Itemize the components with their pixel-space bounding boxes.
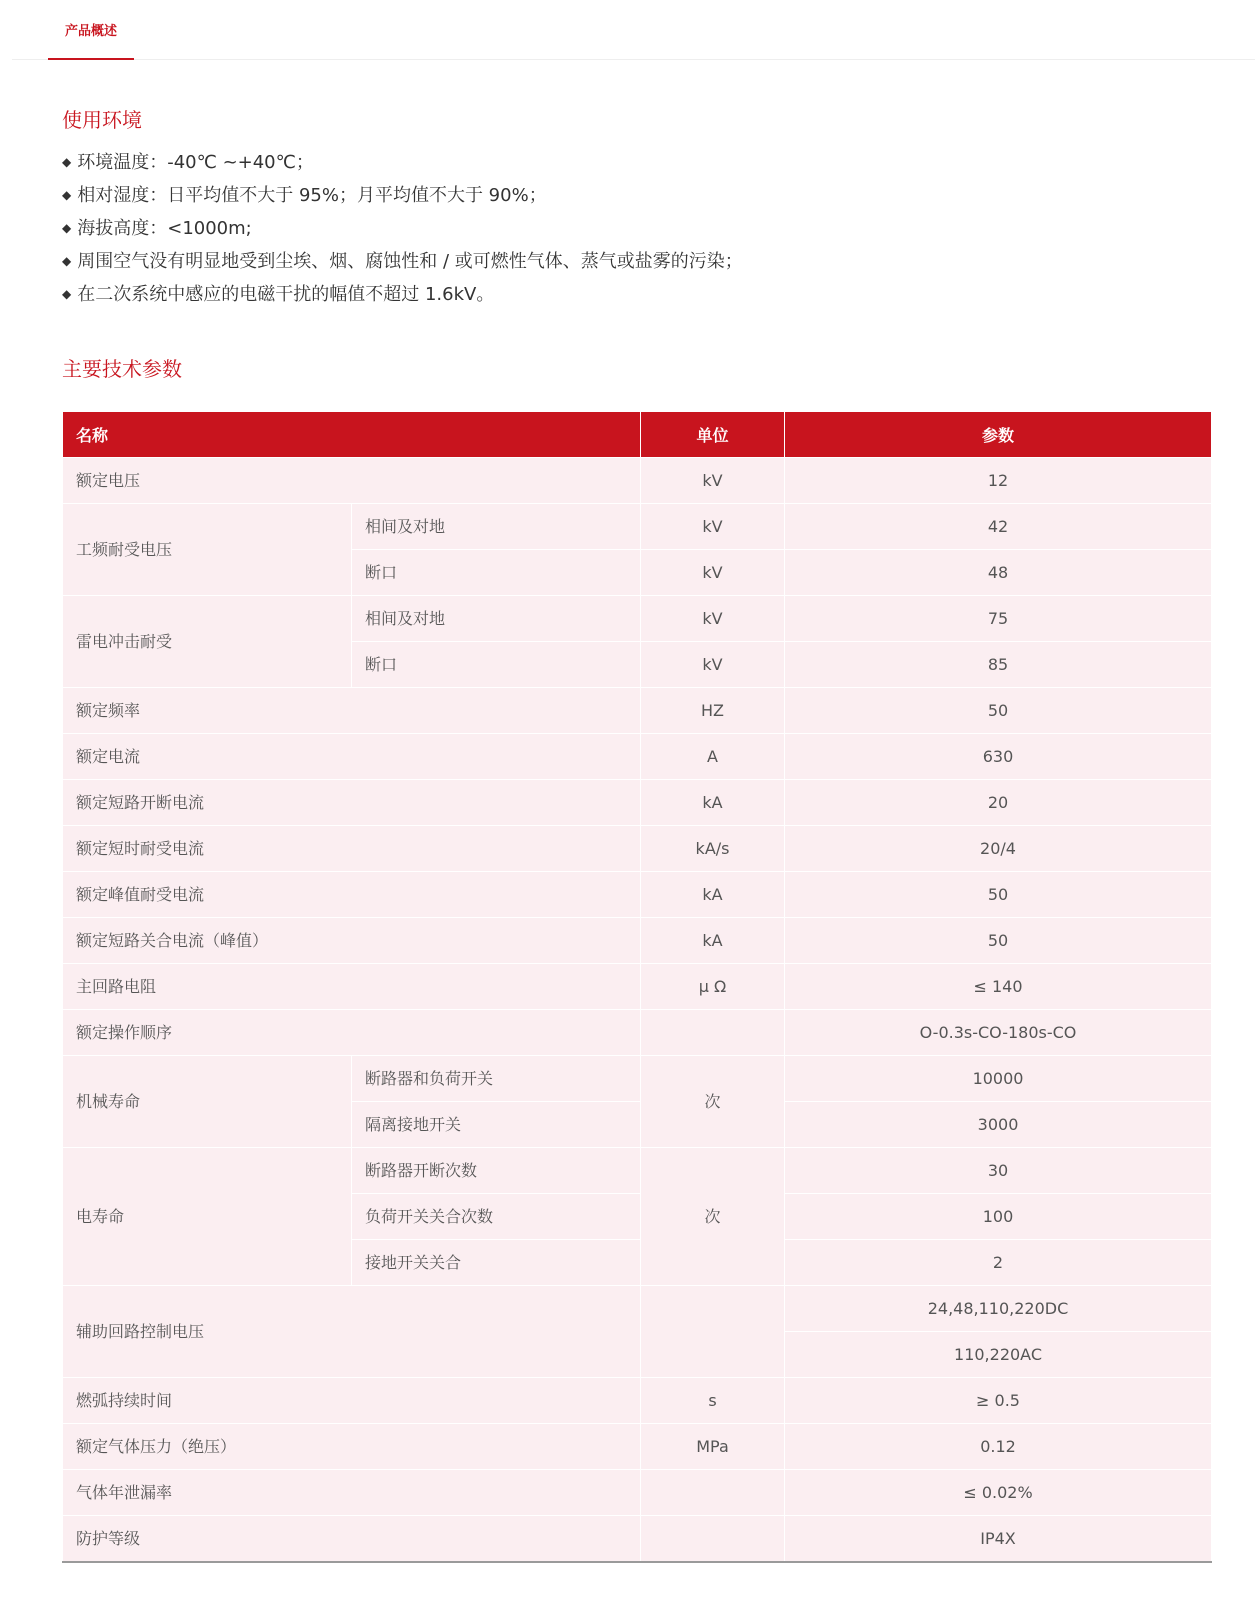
row-name: 额定电压 <box>63 458 641 504</box>
row-unit: kV <box>641 642 785 688</box>
row-value: ≤ 140 <box>785 964 1212 1010</box>
row-name: 额定峰值耐受电流 <box>63 872 641 918</box>
header-unit: 单位 <box>641 412 785 458</box>
row-sub-name: 断口 <box>352 550 641 596</box>
row-name: 机械寿命 <box>63 1056 352 1148</box>
diamond-bullet-icon: ◆ <box>62 254 72 268</box>
row-unit: kV <box>641 550 785 596</box>
row-unit: kV <box>641 458 785 504</box>
row-unit: kA/s <box>641 826 785 872</box>
row-unit: kA <box>641 780 785 826</box>
list-item: ◆ 在二次系统中感应的电磁干扰的幅值不超过 1.6kV。 <box>62 284 495 305</box>
row-value: 20/4 <box>785 826 1212 872</box>
row-name: 额定操作顺序 <box>63 1010 641 1056</box>
row-name: 工频耐受电压 <box>63 504 352 596</box>
table-row <box>63 826 1212 872</box>
row-name: 辅助回路控制电压 <box>63 1286 641 1378</box>
row-unit: kV <box>641 504 785 550</box>
row-value: ≤ 0.02% <box>785 1470 1212 1516</box>
table-row <box>63 964 1212 1010</box>
list-item: ◆ 周围空气没有明显地受到尘埃、烟、腐蚀性和 / 或可燃性气体、蒸气或盐雾的污染； <box>62 251 743 272</box>
diamond-bullet-icon: ◆ <box>62 155 72 169</box>
row-name: 主回路电阻 <box>63 964 641 1010</box>
row-value: IP4X <box>785 1516 1212 1563</box>
row-value: 50 <box>785 918 1212 964</box>
row-unit: MPa <box>641 1424 785 1470</box>
table-row <box>63 1470 1212 1516</box>
table-row <box>63 872 1212 918</box>
row-sub-name: 断口 <box>352 642 641 688</box>
row-sub-name: 相间及对地 <box>352 504 641 550</box>
row-value: 100 <box>785 1194 1212 1240</box>
list-item: ◆ 环境温度：-40℃ ~+40℃； <box>62 152 314 173</box>
row-name: 额定短时耐受电流 <box>63 826 641 872</box>
environment-section-title: 使用环境 <box>62 108 142 132</box>
row-unit <box>641 1516 785 1563</box>
row-value: 48 <box>785 550 1212 596</box>
row-name: 电寿命 <box>63 1148 352 1286</box>
row-sub-name: 相间及对地 <box>352 596 641 642</box>
row-value: 50 <box>785 688 1212 734</box>
row-name: 防护等级 <box>63 1516 641 1563</box>
row-name: 雷电冲击耐受 <box>63 596 352 688</box>
table-row <box>63 1286 1212 1332</box>
row-value: ≥ 0.5 <box>785 1378 1212 1424</box>
table-row <box>63 1010 1212 1056</box>
row-value: 24,48,110,220DC <box>785 1286 1212 1332</box>
row-value: 3000 <box>785 1102 1212 1148</box>
row-name: 气体年泄漏率 <box>63 1470 641 1516</box>
row-name: 额定频率 <box>63 688 641 734</box>
diamond-bullet-icon: ◆ <box>62 188 72 202</box>
table-row <box>63 1424 1212 1470</box>
row-sub-name: 断路器和负荷开关 <box>352 1056 641 1102</box>
header-value: 参数 <box>785 412 1212 458</box>
row-unit: kA <box>641 918 785 964</box>
table-row <box>63 1148 1212 1194</box>
row-unit: s <box>641 1378 785 1424</box>
table-row <box>63 780 1212 826</box>
row-value: O-0.3s-CO-180s-CO <box>785 1010 1212 1056</box>
diamond-bullet-icon: ◆ <box>62 287 72 301</box>
row-unit <box>641 1010 785 1056</box>
row-value: 10000 <box>785 1056 1212 1102</box>
list-item: ◆ 相对湿度：日平均值不大于 95%；月平均值不大于 90%； <box>62 185 547 206</box>
diamond-bullet-icon: ◆ <box>62 221 72 235</box>
tab-product-overview[interactable]: 产品概述 <box>48 0 134 60</box>
table-row <box>63 734 1212 780</box>
specs-section-title: 主要技术参数 <box>62 357 182 381</box>
table-row <box>63 688 1212 734</box>
spec-table <box>62 411 1212 1563</box>
tab-bar <box>12 0 1255 60</box>
row-unit: A <box>641 734 785 780</box>
row-unit: 次 <box>641 1148 785 1286</box>
header-name: 名称 <box>63 412 641 458</box>
table-row <box>63 1516 1212 1563</box>
row-unit: 次 <box>641 1056 785 1148</box>
row-unit: μ Ω <box>641 964 785 1010</box>
row-value: 2 <box>785 1240 1212 1286</box>
row-value: 0.12 <box>785 1424 1212 1470</box>
row-value: 42 <box>785 504 1212 550</box>
row-name: 额定短路关合电流（峰值） <box>63 918 641 964</box>
row-name: 燃弧持续时间 <box>63 1378 641 1424</box>
row-sub-name: 接地开关关合 <box>352 1240 641 1286</box>
environment-list <box>62 150 1212 315</box>
row-sub-name: 隔离接地开关 <box>352 1102 641 1148</box>
row-unit <box>641 1470 785 1516</box>
row-value: 30 <box>785 1148 1212 1194</box>
row-value: 50 <box>785 872 1212 918</box>
row-unit: kV <box>641 596 785 642</box>
row-value: 630 <box>785 734 1212 780</box>
row-value: 85 <box>785 642 1212 688</box>
row-value: 12 <box>785 458 1212 504</box>
table-row <box>63 504 1212 550</box>
row-unit: kA <box>641 872 785 918</box>
row-sub-name: 负荷开关关合次数 <box>352 1194 641 1240</box>
row-value: 110,220AC <box>785 1332 1212 1378</box>
row-name: 额定电流 <box>63 734 641 780</box>
list-item: ◆ 海拔高度：<1000m; <box>62 218 252 239</box>
table-header-row <box>63 412 1212 458</box>
table-row <box>63 1056 1212 1102</box>
table-row <box>63 1378 1212 1424</box>
table-row <box>63 596 1212 642</box>
row-value: 20 <box>785 780 1212 826</box>
table-row <box>63 918 1212 964</box>
row-unit: HZ <box>641 688 785 734</box>
row-name: 额定短路开断电流 <box>63 780 641 826</box>
row-unit <box>641 1286 785 1378</box>
row-sub-name: 断路器开断次数 <box>352 1148 641 1194</box>
table-row <box>63 458 1212 504</box>
row-name: 额定气体压力（绝压） <box>63 1424 641 1470</box>
row-value: 75 <box>785 596 1212 642</box>
